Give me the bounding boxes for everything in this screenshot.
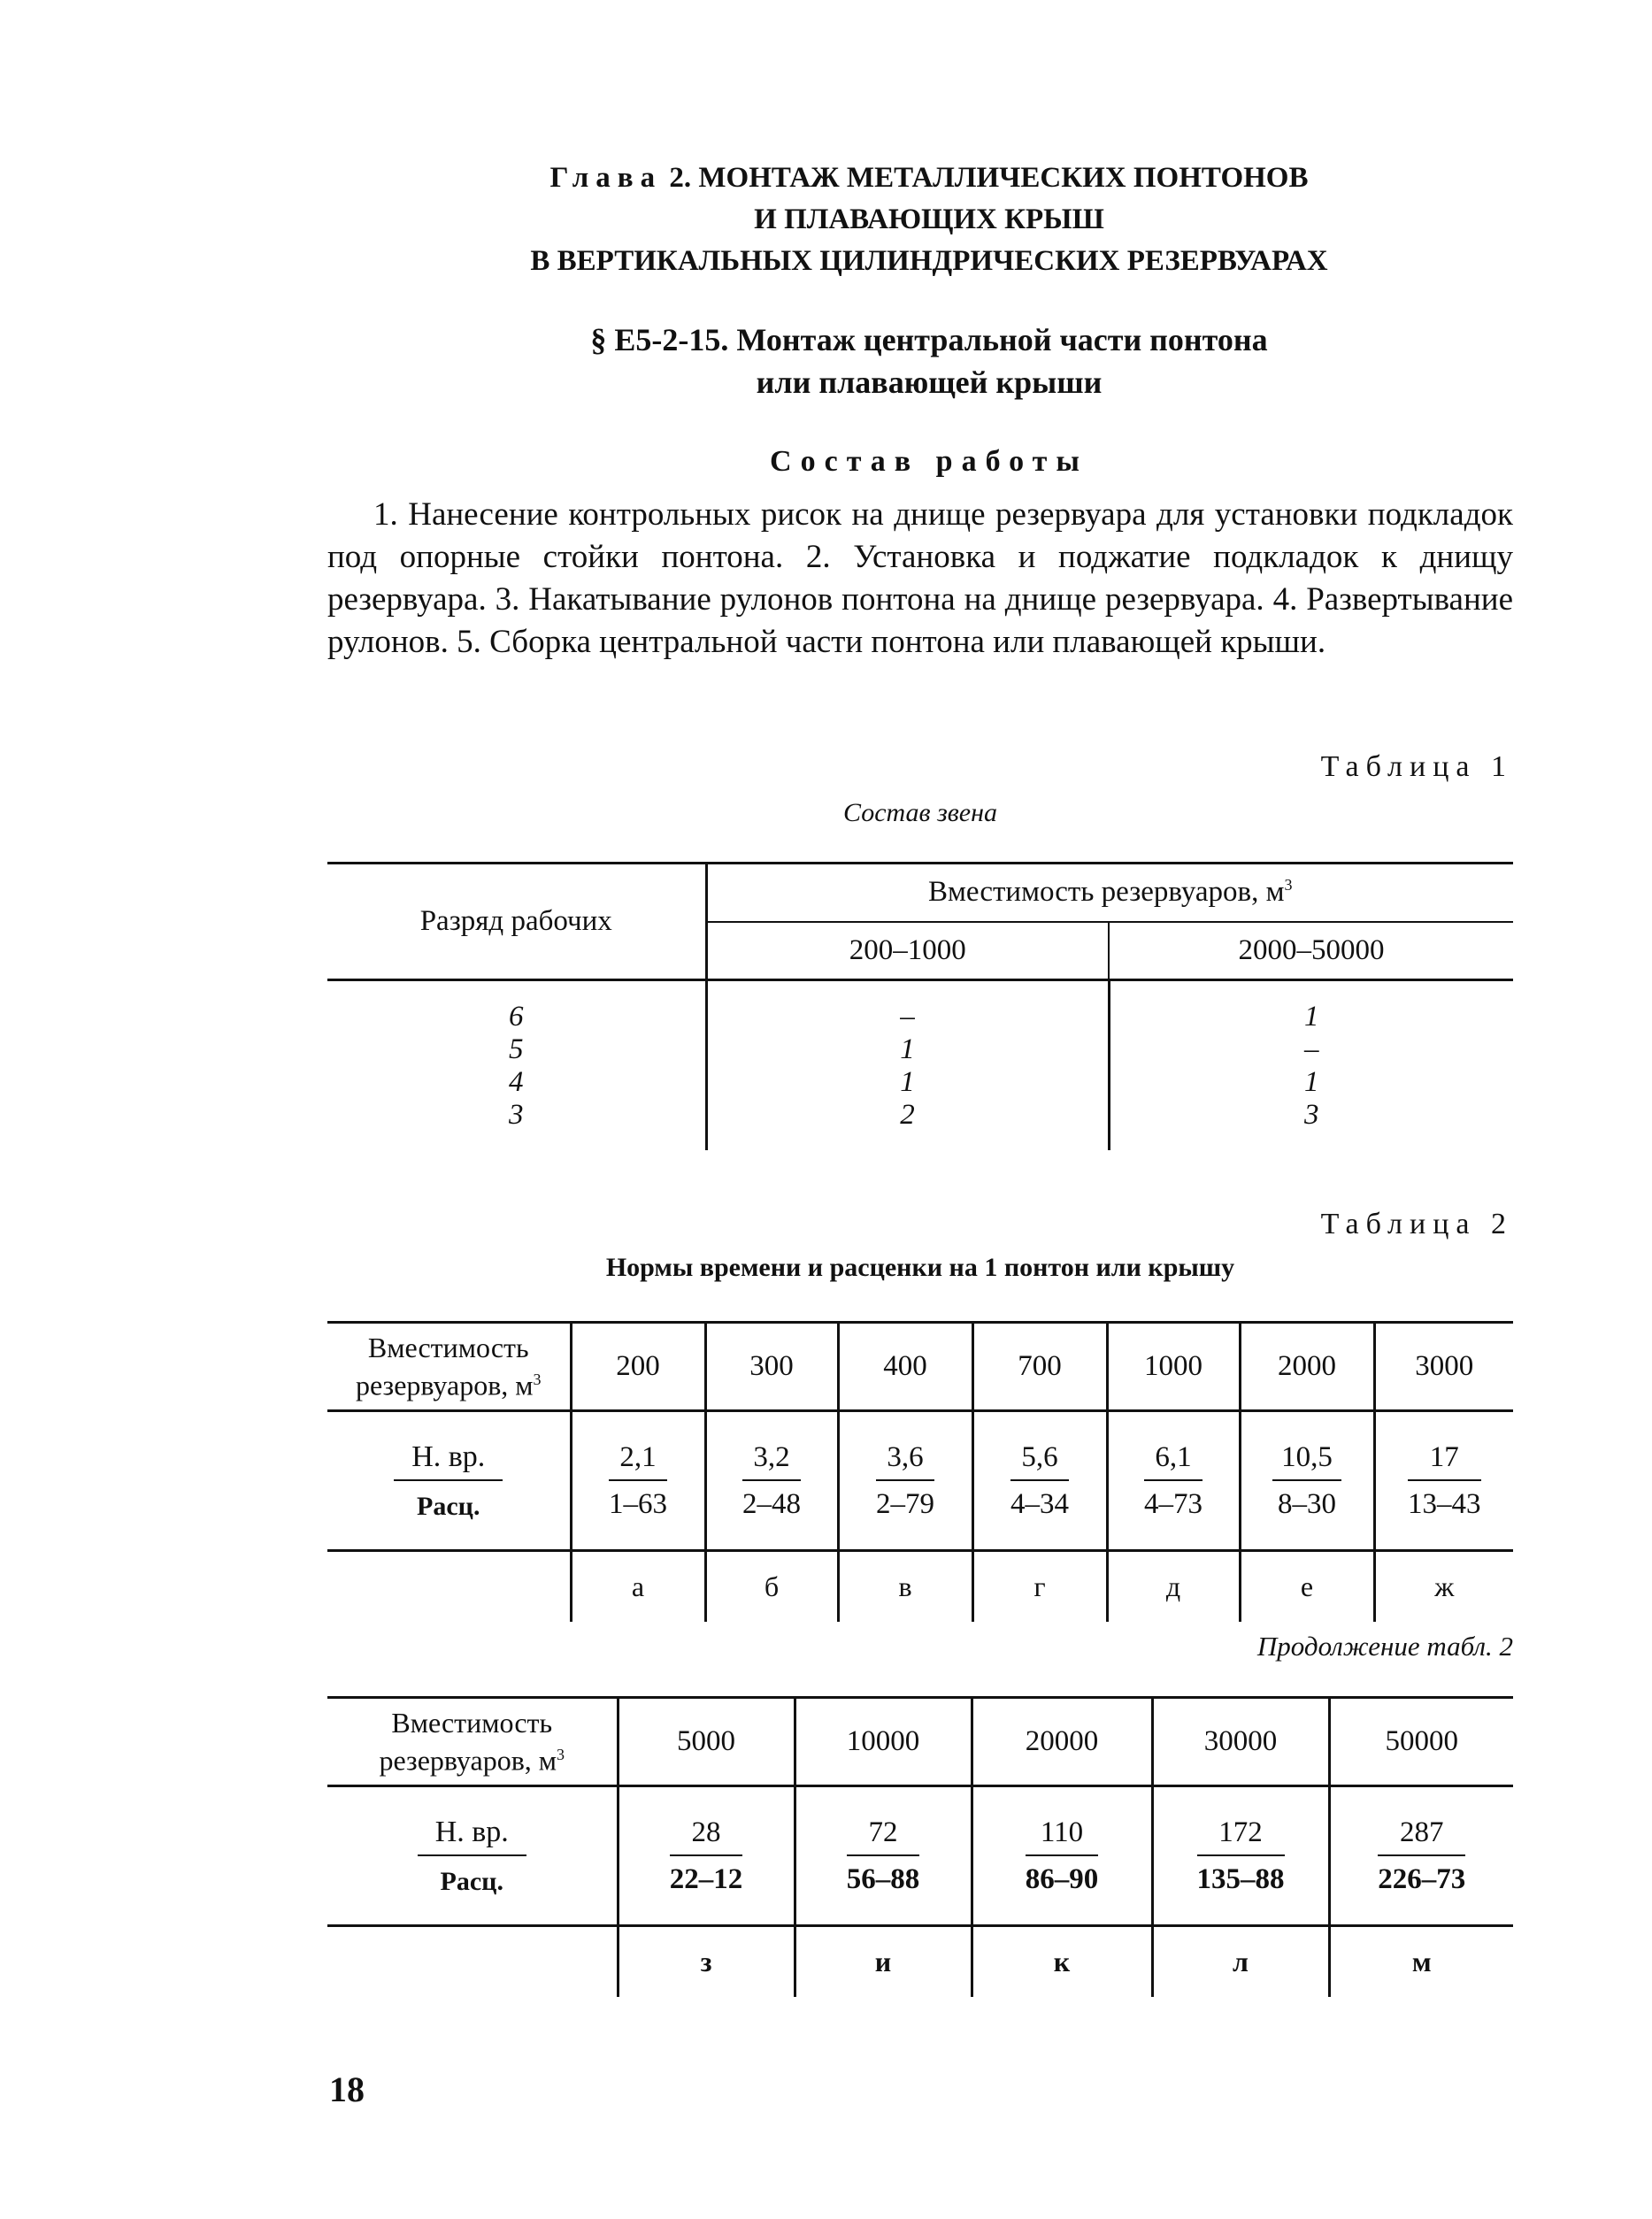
norm-rate-cell [1107, 1411, 1240, 1551]
column-letter: в [838, 1551, 972, 1622]
capacity-cell: 3000 [1374, 1323, 1513, 1411]
letter-row-empty [327, 1551, 571, 1622]
rate-value: 4–34 [1010, 1487, 1069, 1520]
count-value: – [1304, 1033, 1319, 1065]
grade-value: 4 [509, 1066, 524, 1098]
norm-value: 6,1 [1144, 1441, 1203, 1481]
column-letter: г [972, 1551, 1107, 1622]
norm-rate-cell [972, 1411, 1107, 1551]
table1-caption: Таблица 1 [1320, 750, 1513, 783]
norm-value: 28 [670, 1816, 743, 1856]
rate-value: 226–73 [1378, 1862, 1466, 1895]
chapter-title-line2: И ПЛАВАЮЩИХ КРЫШ [754, 203, 1104, 235]
norm-label: Н. вр. [418, 1816, 526, 1856]
norm-rate-cell [972, 1786, 1152, 1926]
capacity-cell: 30000 [1152, 1698, 1329, 1786]
norm-rate-cell [1374, 1411, 1513, 1551]
count-value: 1 [1304, 1066, 1319, 1098]
rate-value: 13–43 [1408, 1487, 1481, 1520]
norm-rate-cell [838, 1411, 972, 1551]
rate-value: 4–73 [1144, 1487, 1203, 1520]
norm-value: 172 [1197, 1816, 1285, 1856]
capacity-cell: 200 [571, 1323, 705, 1411]
capacity-label-line1: Вместимость [367, 1332, 529, 1364]
norm-rate-labels [327, 1411, 571, 1551]
section-title-line2: или плавающей крыши [756, 365, 1103, 400]
norm-rate-cell [1240, 1411, 1374, 1551]
capacity-row-header [327, 1698, 618, 1786]
norm-value: 3,2 [742, 1441, 801, 1481]
capacity-label-line2: резервуаров, м [355, 1369, 534, 1401]
norm-value: 17 [1408, 1441, 1481, 1481]
section-title-line1: § Е5-2-15. Монтаж центральной части понтона [590, 322, 1268, 357]
column-letter: з [618, 1926, 795, 1997]
capacity-header [706, 864, 1513, 922]
time-norms-table [327, 1321, 1513, 1622]
count-value: 1 [1304, 1001, 1319, 1033]
capacity-label-line2: резервуаров, м [379, 1744, 557, 1777]
column-letter: ж [1374, 1551, 1513, 1622]
table2-continuation-caption: Продолжение табл. 2 [1256, 1631, 1513, 1662]
grades-cell [327, 980, 706, 1150]
rate-value: 1–63 [609, 1487, 667, 1520]
worker-grade-header: Разряд рабочих [327, 864, 706, 980]
rate-label: Расц. [440, 1866, 503, 1896]
norm-value: 110 [1026, 1816, 1099, 1856]
work-composition-heading: Состав работы [770, 445, 1088, 478]
capacity-cell: 10000 [795, 1698, 972, 1786]
capacity-cell: 5000 [618, 1698, 795, 1786]
column-letter: е [1240, 1551, 1374, 1622]
norm-rate-cell [1329, 1786, 1513, 1926]
column-letter: а [571, 1551, 705, 1622]
norm-value: 287 [1378, 1816, 1465, 1856]
rate-value: 2–79 [876, 1487, 934, 1520]
count-value: 1 [900, 1033, 915, 1065]
column-letter: к [972, 1926, 1152, 1997]
grade-value: 5 [509, 1033, 524, 1065]
column-letter: л [1152, 1926, 1329, 1997]
count-value: 1 [900, 1066, 915, 1098]
section-heading [496, 319, 1363, 403]
capacity-label-sup: 3 [533, 1371, 542, 1389]
capacity-header-text: Вместимость резервуаров, м [927, 876, 1285, 909]
page-number: 18 [329, 2069, 365, 2109]
column-letter: м [1329, 1926, 1513, 1997]
norm-rate-cell [795, 1786, 972, 1926]
rate-value: 86–90 [1025, 1862, 1099, 1895]
norm-value: 2,1 [609, 1441, 667, 1481]
rate-value: 8–30 [1278, 1487, 1336, 1520]
capacity-cell: 400 [838, 1323, 972, 1411]
column-letter: б [705, 1551, 838, 1622]
work-composition-text: 1. Нанесение контрольных рисок на днище резервуара для установки подкладок под опорные стойки понтона. 2. Установка и поджатие подкладок к днищу резервуара. 3. Накатывание рулонов понтона на днище резервуара. 4. Развертывание рулонов. 5. Сборка центральной части понтона или плавающей крыши. [327, 496, 1513, 660]
count-value: 2 [900, 1099, 915, 1131]
capacity-cell: 300 [705, 1323, 838, 1411]
capacity-label-line2-wrap [327, 1739, 617, 1777]
norm-rate-cell [571, 1411, 705, 1551]
capacity-row-header [327, 1323, 571, 1411]
count-value: 3 [1304, 1099, 1319, 1131]
norm-rate-cell [705, 1411, 838, 1551]
table1-title: Состав звена [842, 798, 997, 827]
chapter-title-line1: 2. МОНТАЖ МЕТАЛЛИЧЕСКИХ ПОНТОНОВ [662, 162, 1309, 194]
small-capacity-cell [706, 980, 1109, 1150]
column-letter: и [795, 1926, 972, 1997]
norm-rate-labels [327, 1786, 618, 1926]
letter-row-empty [327, 1926, 618, 1997]
large-capacity-cell [1109, 980, 1513, 1150]
count-value: – [900, 1001, 915, 1033]
capacity-label-sup: 3 [557, 1746, 565, 1764]
rate-value: 2–48 [742, 1487, 801, 1520]
norm-rate-cell [618, 1786, 795, 1926]
rate-label: Расц. [417, 1491, 480, 1521]
norm-value: 10,5 [1272, 1441, 1341, 1481]
norm-rate-cell [1152, 1786, 1329, 1926]
capacity-cell: 20000 [972, 1698, 1152, 1786]
capacity-label-line1: Вместимость [391, 1707, 553, 1739]
capacity-cell: 2000 [1240, 1323, 1374, 1411]
grade-value: 6 [509, 1001, 524, 1033]
chapter-prefix: Глава [549, 162, 663, 194]
capacity-cell: 700 [972, 1323, 1107, 1411]
rate-value: 135–88 [1196, 1862, 1285, 1895]
rate-value: 22–12 [669, 1862, 743, 1895]
crew-composition-table [327, 862, 1513, 1150]
capacity-cell: 50000 [1329, 1698, 1513, 1786]
norm-label: Н. вр. [394, 1440, 503, 1481]
time-norms-continuation-table [327, 1696, 1513, 1997]
capacity-label-line2-wrap [327, 1363, 570, 1401]
norm-value: 5,6 [1010, 1441, 1069, 1481]
table2-title: Нормы времени и расценки на 1 понтон или крышу [605, 1253, 1235, 1282]
capacity-sub-small: 200–1000 [706, 922, 1109, 980]
capacity-header-sup: 3 [1284, 876, 1293, 895]
chapter-heading [496, 157, 1363, 282]
norm-value: 3,6 [876, 1441, 934, 1481]
rate-value: 56–88 [846, 1862, 920, 1895]
column-letter: д [1107, 1551, 1240, 1622]
chapter-line-1 [496, 157, 1363, 199]
chapter-title-line3: В ВЕРТИКАЛЬНЫХ ЦИЛИНДРИЧЕСКИХ РЕЗЕРВУАРАХ [530, 245, 1328, 277]
table2-caption: Таблица 2 [1320, 1208, 1513, 1240]
capacity-sub-large: 2000–50000 [1109, 922, 1513, 980]
norm-value: 72 [847, 1816, 920, 1856]
capacity-cell: 1000 [1107, 1323, 1240, 1411]
grade-value: 3 [509, 1099, 524, 1131]
